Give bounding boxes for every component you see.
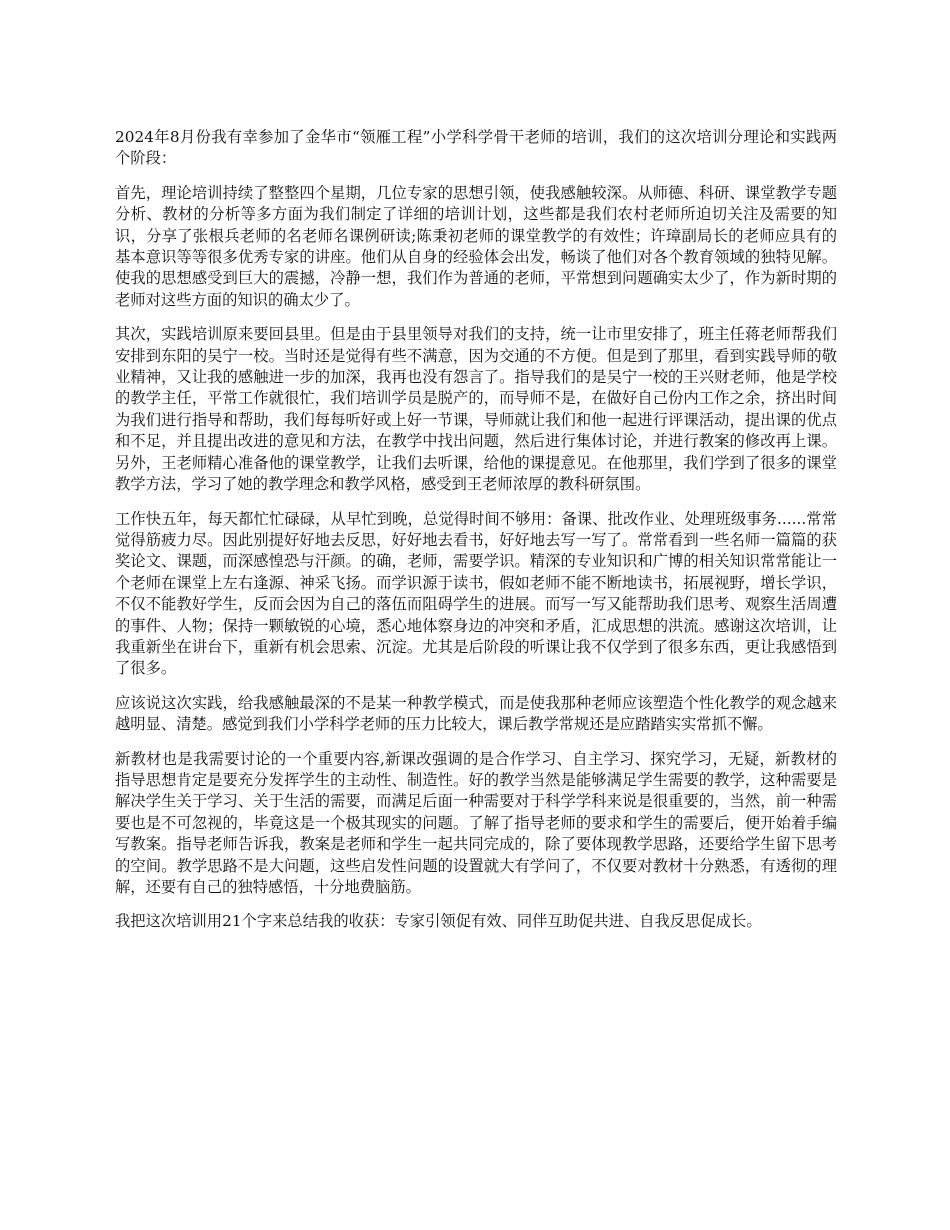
paragraph-reflection: 工作快五年，每天都忙忙碌碌，从早忙到晚，总觉得时间不够用：备课、批改作业、处理班级事务......常常觉得筋疲力尽。因此别提好好地去反思，好好地去看书，好好地去写一写了。常常看到一些名师一篇篇的获奖论文、课题，而深感惶恐与汗颜。的确，老师，需要学识。精深的专业知识和广博的相关知识常常能让一个老师在课堂上左右逢源、神采飞扬。而学识源于读书，假如老师不能不断地读书，拓展视野，增长学识，不仅不能教好学生，反而会因为自己的落伍而阻碍学生的进展。而写一写又能帮助我们思考、观察生活周遭的事件、人物；保持一颗敏锐的心境，悉心地体察身边的冲突和矛盾，汇成思想的洪流。感谢这次培训，让我重新坐在讲台下，重新有机会思索、沉淀。尤其是后阶段的听课让我不仅学到了很多东西，更让我感悟到了很多。 bbox=[115, 509, 837, 678]
paragraph-practice-training: 其次，实践培训原来要回县里。但是由于县里领导对我们的支持，统一让市里安排了，班主任蒋老师帮我们安排到东阳的吴宁一校。当时还是觉得有些不满意，因为交通的不方便。但是到了那里，看到实践导师的敬业精神，又让我的感触进一步的加深，我再也没有怨言了。指导我们的是吴宁一校的王兴财老师，他是学校的教学主任，平常工作就很忙，我们培训学员是脱产的，而导师不是，在做好自己份内工作之余，挤出时间为我们进行指导和帮助，我们每每听好或上好一节课，导师就让我们和他一起进行评课活动，提出课的优点和不足，并且提出改进的意见和方法，在教学中找出问题，然后进行集体讨论，并进行教案的修改再上课。另外，王老师精心准备他的课堂教学，让我们去听课，给他的课提意见。在他那里，我们学到了很多的课堂教学方法，学习了她的教学理念和教学风格，感受到王老师浓厚的教科研氛围。 bbox=[115, 325, 837, 494]
paragraph-intro: 2024年8月份我有幸参加了金华市“领雁工程”小学科学骨干老师的培训，我们的这次培训分理论和实践两个阶段： bbox=[115, 128, 837, 168]
document-body bbox=[115, 127, 837, 946]
paragraph-personalized-teaching: 应该说这次实践，给我感触最深的不是某一种教学模式，而是使我那种老师应该塑造个性化教学的观念越来越明显、清楚。感觉到我们小学科学老师的压力比较大，课后教学常规还是应踏踏实实常抓不懈。 bbox=[115, 693, 837, 734]
paragraph-theory-training: 首先，理论培训持续了整整四个星期，几位专家的思想引领，使我感触较深。从师德、科研、课堂教学专题分析、教材的分析等多方面为我们制定了详细的培训计划，这些都是我们农村老师所迫切关注及需要的知识，分享了张根兵老师的名老师名课例研读;陈秉初老师的课堂教学的有效性；许璋副局长的老师应具有的基本意识等等很多优秀专家的讲座。他们从自身的经验体会出发，畅谈了他们对各个教育领域的独特见解。使我的思想感受到巨大的震撼，冷静一想，我们作为普通的老师，平常想到问题确实太少了，作为新时期的老师对这些方面的知识的确太少了。 bbox=[115, 183, 837, 309]
paragraph-new-textbook: 新教材也是我需要讨论的一个重要内容,新课改强调的是合作学习、自主学习、探究学习，无疑，新教材的指导思想肯定是要充分发挥学生的主动性、制造性。好的教学当然是能够满足学生需要的教学，这种需要是解决学生关于学习、关于生活的需要，而满足后面一种需要对于科学学科来说是很重要的，当然，前一种需要也是不可忽视的，毕竟这是一个极其现实的问题。了解了指导老师的要求和学生的需要后，便开始着手编写教案。指导老师告诉我，教案是老师和学生一起共同完成的，除了要体现教学思路，还要给学生留下思考的空间。教学思路不是大问题，这些启发性问题的设置就大有学问了，不仅要对教材十分熟悉，有透彻的理解，还要有自己的独特感悟，十分地费脑筋。 bbox=[115, 749, 837, 896]
paragraph-summary: 我把这次培训用21个字来总结我的收获：专家引领促有效、同伴互助促共进、自我反思促成长。 bbox=[115, 912, 762, 931]
